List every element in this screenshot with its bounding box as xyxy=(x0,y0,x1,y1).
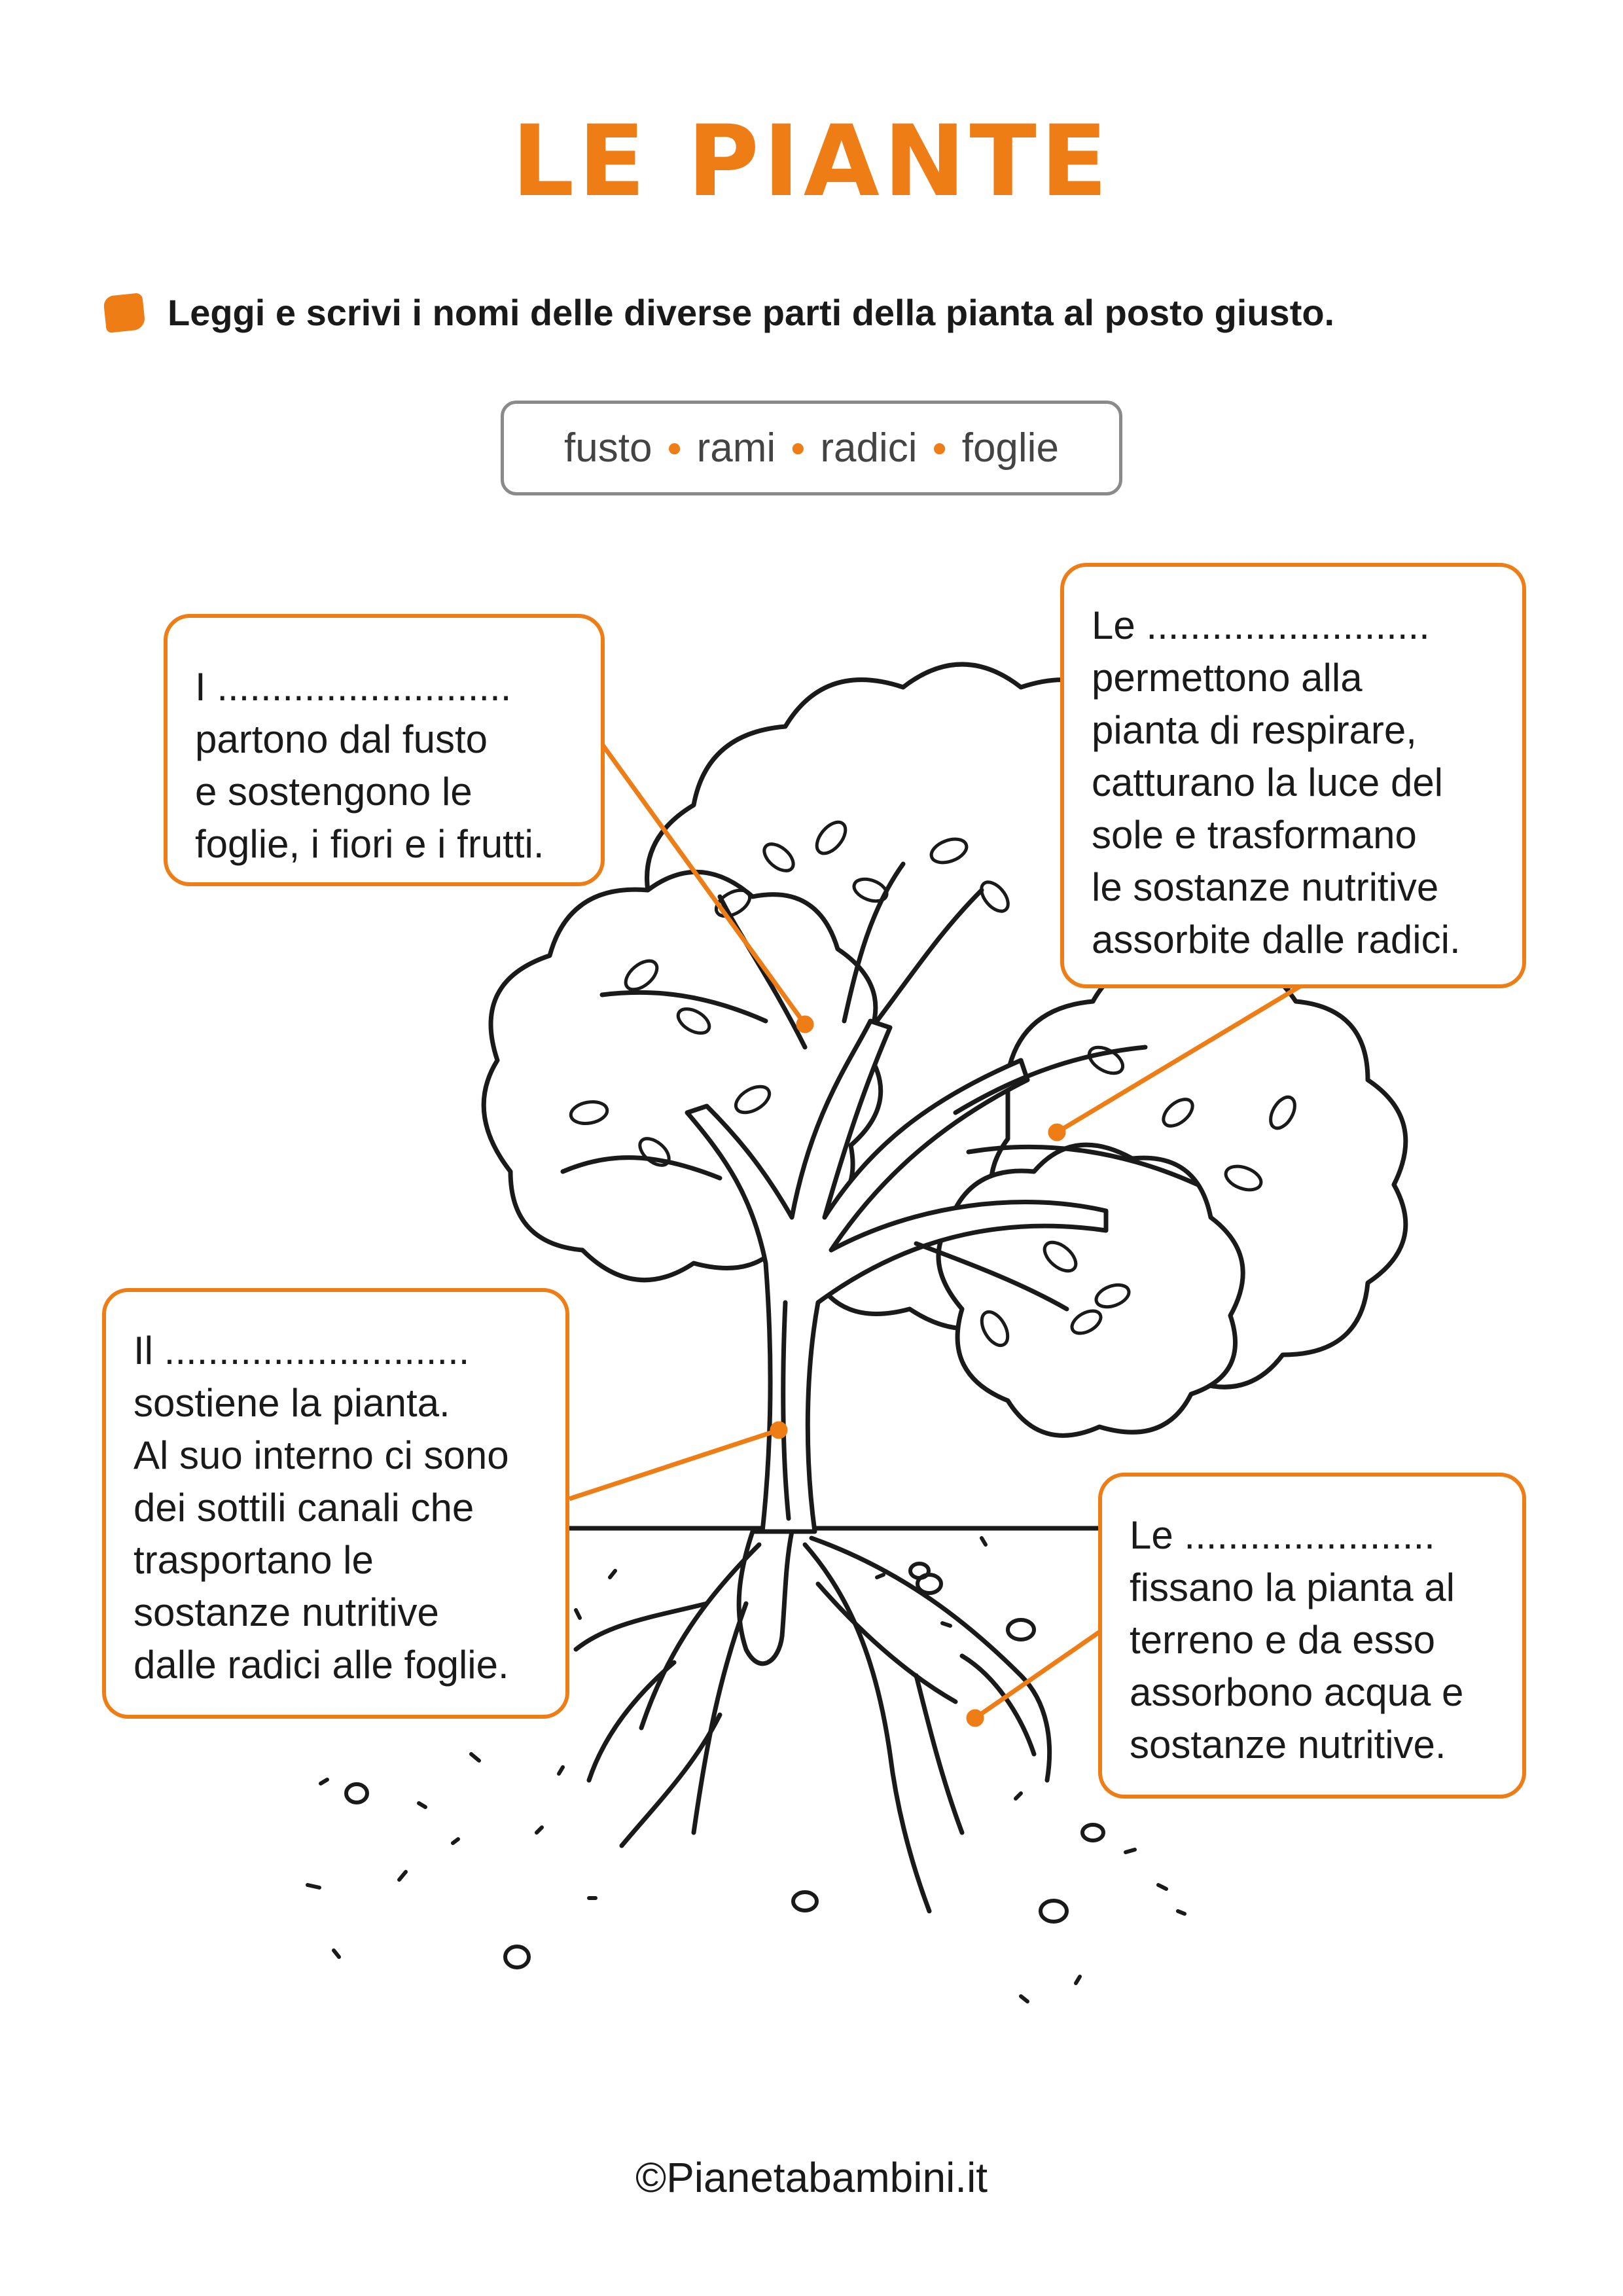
box-fusto-line-4: dei sottili canali che xyxy=(134,1486,474,1530)
box-radici-line-5: sostanze nutritive. xyxy=(1130,1723,1446,1767)
footer-copyright: ©Pianetabambini.it xyxy=(635,2154,988,2201)
box-fusto xyxy=(102,1288,569,1719)
box-foglie-line-4: catturano la luce del xyxy=(1092,761,1444,804)
box-radici-line-2: fissano la pianta al xyxy=(1130,1566,1455,1609)
box-foglie-line-5: sole e trasformano xyxy=(1092,813,1417,857)
box-radici-line-3: terreno e da esso xyxy=(1130,1618,1435,1662)
box-foglie-line-3: pianta di respirare, xyxy=(1092,708,1417,752)
box-fusto-line-2: sostiene la pianta. xyxy=(134,1381,450,1425)
box-rami-line-1: I ........................... xyxy=(195,665,512,709)
box-radici-line-1: Le ....................... xyxy=(1130,1513,1435,1557)
dot-separator-icon: ● xyxy=(790,433,806,462)
page-title: LE PIANTE xyxy=(511,105,1112,219)
box-fusto-line-6: sostanze nutritive xyxy=(134,1590,439,1634)
box-rami-line-4: foglie, i fiori e i frutti. xyxy=(195,822,544,866)
word-radici: radici xyxy=(820,425,918,471)
box-rami xyxy=(164,614,605,886)
box-rami-line-2: partono dal fusto xyxy=(195,717,488,761)
box-foglie-line-6: le sostanze nutritive xyxy=(1092,865,1439,909)
box-foglie-line-1: Le .......................... xyxy=(1092,603,1430,647)
dot-separator-icon: ● xyxy=(666,433,683,462)
box-foglie xyxy=(1060,563,1526,988)
word-fusto: fusto xyxy=(564,425,652,471)
box-fusto-line-1: Il ............................ xyxy=(134,1329,470,1372)
box-foglie-line-2: permettono alla xyxy=(1092,656,1363,700)
dot-separator-icon: ● xyxy=(931,433,948,462)
box-foglie-line-7: assorbite dalle radici. xyxy=(1092,918,1461,961)
box-radici xyxy=(1098,1473,1526,1799)
box-fusto-line-3: Al suo interno ci sono xyxy=(134,1433,509,1477)
box-radici-line-4: assorbono acqua e xyxy=(1130,1670,1464,1714)
box-fusto-line-7: dalle radici alle foglie. xyxy=(134,1643,509,1687)
word-foglie: foglie xyxy=(961,425,1059,471)
word-rami: rami xyxy=(696,425,776,471)
box-fusto-line-5: trasportano le xyxy=(134,1538,374,1582)
box-rami-line-3: e sostengono le xyxy=(195,770,473,814)
instruction-text: Leggi e scrivi i nomi delle diverse parti della pianta al posto giusto. xyxy=(168,292,1335,333)
